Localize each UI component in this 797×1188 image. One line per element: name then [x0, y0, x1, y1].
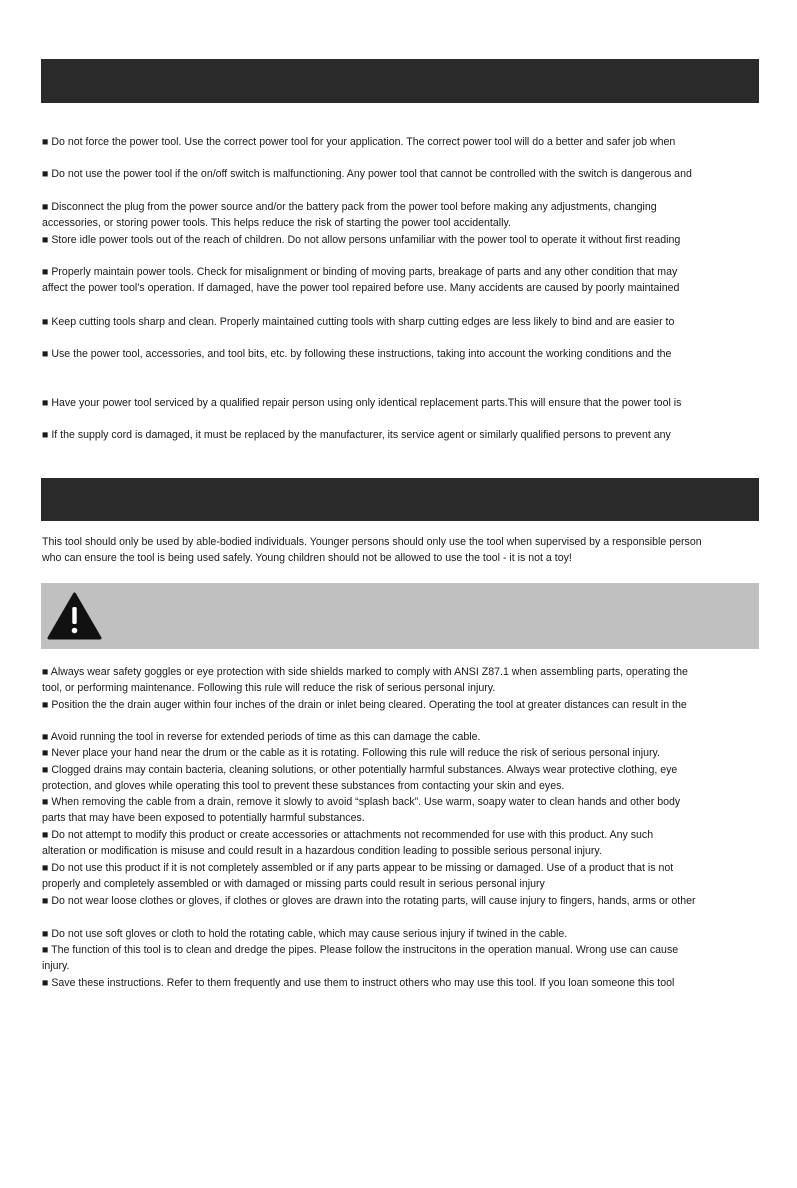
text-line: ■ Keep cutting tools sharp and clean. Properly maintained cutting tools with sharp cutting edges are less likely to bind and are easier to	[42, 316, 675, 328]
text-line: ■ The function of this tool is to clean and dredge the pipes. Please follow the instrucitons in the operation manual. Wrong use can cause	[42, 944, 679, 956]
text-line: ■ Have your power tool serviced by a qualified repair person using only identical replacement parts.This will ensure that the power tool is	[42, 397, 682, 409]
text-line: ■ Never place your hand near the drum or the cable as it is rotating. Following this rule will reduce the risk of serious personal injury.	[42, 747, 660, 759]
text-line: ■ Save these instructions. Refer to them frequently and use them to instruct others who may use this tool. If you loan someone this tool	[42, 977, 675, 989]
text-line: alteration or modification is misuse and could result in a hazardous condition leading to possible serious personal injury.	[42, 845, 602, 857]
text-line: ■ Do not use soft gloves or cloth to hold the rotating cable, which may cause serious injury if twined in the cable.	[42, 928, 568, 940]
warning-triangle-icon	[46, 591, 103, 641]
text-line: ■ Avoid running the tool in reverse for extended periods of time as this can damage the cable.	[42, 731, 481, 743]
section-header-bar	[41, 59, 759, 103]
text-line: accessories, or storing power tools. This helps reduce the risk of starting the power tool accidentally.	[42, 217, 511, 229]
text-line: affect the power tool’s operation. If damaged, have the power tool repaired before use. Many accidents are caused by poorly maintained	[42, 282, 680, 294]
text-line: parts that may have been exposed to potentially harmful substances.	[42, 812, 365, 824]
text-line: properly and completely assembled or with damaged or missing parts could result in serious personal injury	[42, 878, 545, 890]
text-line: ■ Store idle power tools out of the reach of children. Do not allow persons unfamiliar with the power tool to operate it without first reading	[42, 234, 681, 246]
text-line: who can ensure the tool is being used safely. Young children should not be allowed to use the tool - it is not a toy!	[42, 552, 572, 564]
text-line: ■ Always wear safety goggles or eye protection with side shields marked to comply with ANSI Z87.1 when assembling parts, operating the	[42, 666, 688, 678]
text-line: ■ Do not use the power tool if the on/off switch is malfunctioning. Any power tool that cannot be controlled with the switch is dangerous and	[42, 168, 692, 180]
text-line: protection, and gloves while operating this tool to prevent these substances from contacting your skin and eyes.	[42, 780, 565, 792]
text-line: ■ Properly maintain power tools. Check for misalignment or binding of moving parts, breakage of parts and any other condition that may	[42, 266, 678, 278]
text-line: tool, or performing maintenance. Following this rule will reduce the risk of serious personal injury.	[42, 682, 496, 694]
text-line: ■ Disconnect the plug from the power source and/or the battery pack from the power tool before making any adjustments, changing	[42, 201, 657, 213]
text-line: ■ When removing the cable from a drain, remove it slowly to avoid “splash back”. Use warm, soapy water to clean hands and other body	[42, 796, 681, 808]
text-line: ■ Do not use this product if it is not completely assembled or if any parts appear to be missing or damaged. Use of a product that is not	[42, 862, 674, 874]
warning-banner	[41, 583, 759, 649]
text-line: ■ Do not wear loose clothes or gloves, if clothes or gloves are drawn into the rotating parts, will cause injury to fingers, hands, arms or other	[42, 895, 696, 907]
section-header-bar	[41, 478, 759, 521]
text-line: ■ Position the the drain auger within four inches of the drain or inlet being cleared. Operating the tool at greater distances can result in the	[42, 699, 687, 711]
text-line: injury.	[42, 960, 70, 972]
text-line: ■ Do not force the power tool. Use the correct power tool for your application. The correct power tool will do a better and safer job when	[42, 136, 676, 148]
text-line: ■ Use the power tool, accessories, and tool bits, etc. by following these instructions, taking into account the working conditions and the	[42, 348, 672, 360]
text-line: ■ If the supply cord is damaged, it must be replaced by the manufacturer, its service agent or similarly qualified persons to prevent any	[42, 429, 671, 441]
text-line: This tool should only be used by able-bodied individuals. Younger persons should only use the tool when supervised by a responsible person	[42, 536, 702, 548]
text-line: ■ Clogged drains may contain bacteria, cleaning solutions, or other potentially harmful substances. Always wear protective clothing, eye	[42, 764, 678, 776]
text-line: ■ Do not attempt to modify this product or create accessories or attachments not recommended for use with this product. Any such	[42, 829, 654, 841]
